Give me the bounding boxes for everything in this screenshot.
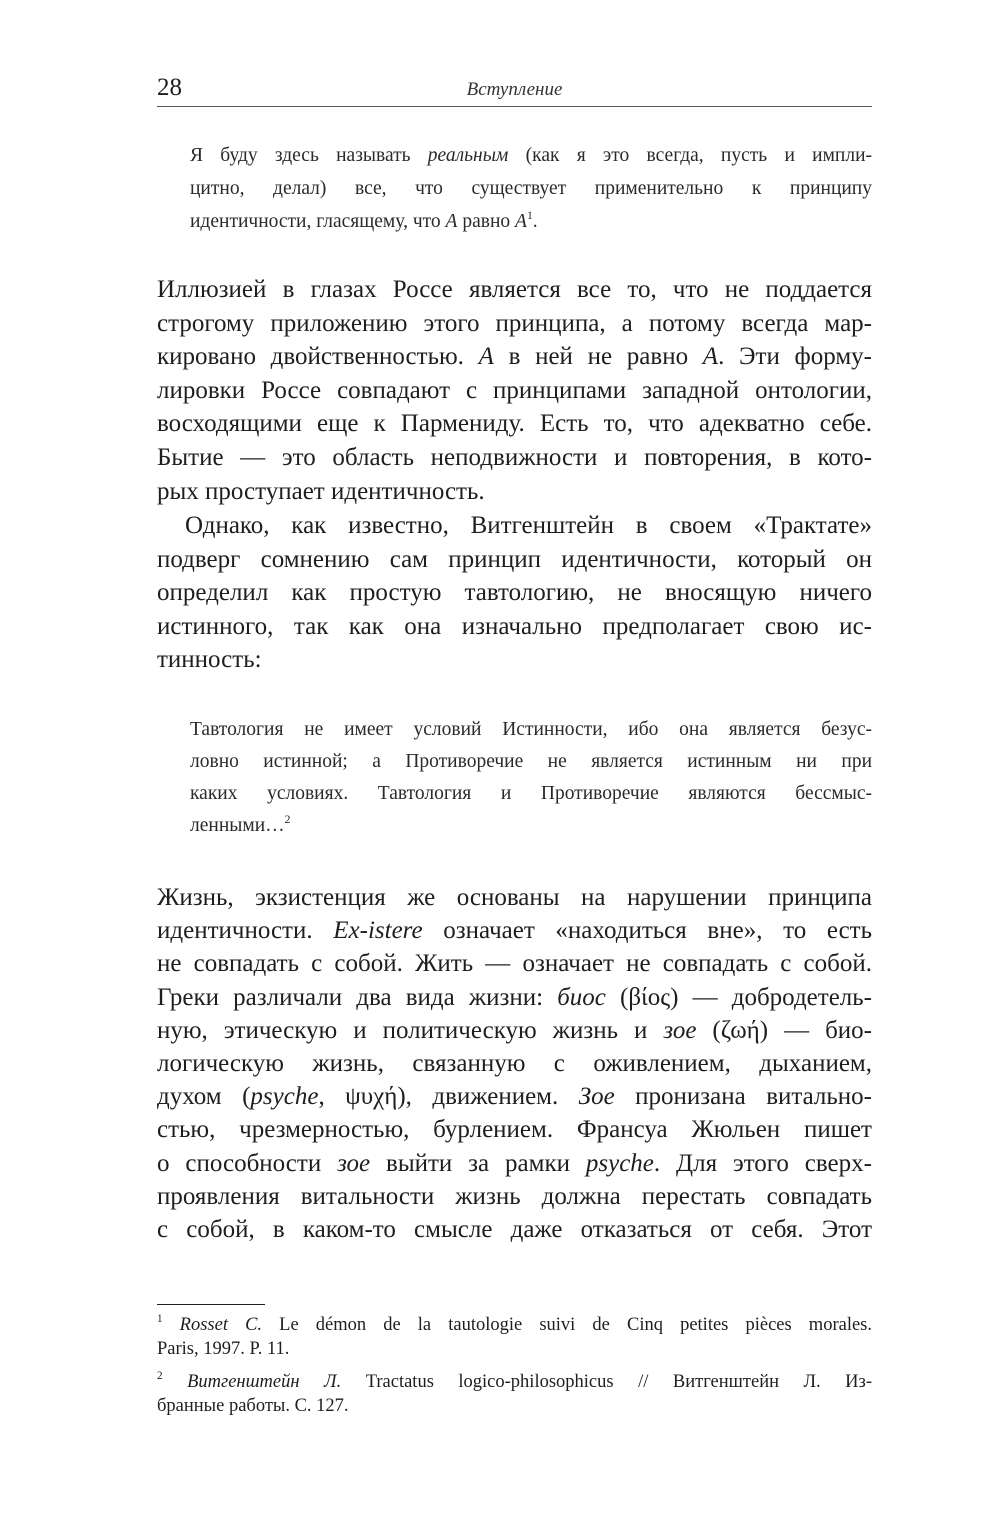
italic-text: Ex-istere [333, 917, 423, 945]
text-line [157, 441, 872, 475]
italic-text: биос [557, 983, 606, 1011]
text-line [157, 1338, 872, 1362]
italic-text: зое [663, 1016, 697, 1044]
text-span: цитно, делал) все, что существует применительно к принципу [190, 178, 872, 199]
text-line [157, 543, 872, 577]
text-span: строгому приложению этого принципа, а потому всегда мар- [157, 309, 872, 337]
text-span: пронизана витально- [614, 1083, 872, 1111]
footnote-spacer [157, 1361, 872, 1371]
text-span: проявления витальности жизнь должна перестать совпадать [157, 1182, 872, 1210]
text-span: Paris, 1997. P. 11. [157, 1338, 290, 1359]
running-title: Вступление [466, 79, 563, 100]
text-line [157, 1395, 872, 1419]
text-line [190, 714, 872, 746]
header-divider [157, 106, 872, 107]
text-line [157, 307, 872, 341]
text-span: истинного, так как она изначально предполагает свою ис- [157, 612, 872, 640]
text-line [157, 947, 872, 980]
text-span: Однако, как известно, Витгенштейн в своем «Трактате» [185, 512, 872, 539]
italic-text: Витгенштейн Л. [187, 1372, 342, 1392]
text-line [157, 1314, 872, 1338]
text-span: с собой, в каком-то смысле даже отказаться от себя. Этот [157, 1215, 872, 1243]
text-span: . [532, 211, 538, 232]
footnote-ref[interactable]: 1 [526, 208, 533, 222]
text-span: лировки Россе совпадают с принципами западной онтологии, [157, 376, 872, 404]
text-line [157, 509, 872, 543]
text-line [157, 1113, 872, 1146]
text-span: в ней не равно [493, 343, 703, 371]
footnotes [157, 1314, 872, 1418]
block-quote-tractatus [190, 714, 872, 842]
text-span: определил как простую тавтологию, не вносящую ничего [157, 579, 872, 607]
text-span: . Эти форму- [718, 343, 872, 371]
text-span: бранные работы. С. 127. [157, 1395, 349, 1416]
text-span: логическую жизнь, связанную с оживлением, дыханием, [157, 1049, 872, 1077]
text-span: не совпадать с собой. Жить — означает не совпадать с собой. [157, 950, 872, 978]
text-line [190, 810, 872, 842]
footnote-divider [157, 1304, 265, 1305]
text-span: идентичности. [157, 917, 334, 945]
text-span: (ζωή) — био- [696, 1016, 872, 1044]
italic-text: A [702, 343, 719, 371]
footnote-ref[interactable]: 2 [157, 1371, 163, 1383]
italic-text: A [445, 211, 458, 232]
text-line [157, 643, 872, 677]
text-span: стью, чрезмерностью, бурлением. Франсуа Жюльен пишет [157, 1116, 872, 1144]
italic-text: psyche [585, 1149, 654, 1177]
text-line [157, 576, 872, 610]
text-line [157, 340, 872, 374]
text-line [157, 1080, 872, 1113]
text-line [157, 273, 872, 307]
text-span: равно [457, 211, 516, 232]
text-span: Греки различали два вида жизни: [157, 983, 558, 1011]
text-span: восходящими еще к Пармениду. Есть то, что адекватно себе. [157, 410, 872, 438]
paragraph-wittgenstein [157, 509, 872, 677]
text-span: Жизнь, экзистенция же основаны на нарушении принципа [157, 884, 872, 911]
paragraph-illusion [157, 273, 872, 508]
text-line [157, 1147, 872, 1180]
italic-text: A [515, 211, 527, 232]
text-span: духом ( [157, 1083, 251, 1111]
text-span: о способности [157, 1149, 338, 1177]
italic-text: psyche [250, 1083, 319, 1111]
italic-text: A [478, 343, 494, 371]
text-line [157, 1371, 872, 1395]
text-span: Иллюзией в глазах Россе является все то, что не поддается [157, 276, 872, 303]
italic-text: Зое [578, 1083, 615, 1111]
italic-text: реальным [427, 145, 509, 166]
text-span: Я буду здесь называть [190, 145, 428, 166]
text-line [157, 610, 872, 644]
footnote-ref[interactable]: 1 [157, 1314, 163, 1326]
text-span: Бытие — это область неподвижности и повторения, в кото- [157, 443, 872, 471]
text-span: Le démon de la tautologie suivi de Cinq petites pièces morales. [262, 1315, 872, 1335]
text-line [157, 475, 872, 509]
text-span: (βίος) — добродетель- [605, 983, 872, 1011]
text-line [157, 914, 872, 947]
text-line [157, 374, 872, 408]
footnote-ref[interactable]: 2 [284, 812, 291, 826]
italic-text: зое [337, 1149, 371, 1177]
page-number: 28 [157, 74, 182, 101]
text-span: . Для этого сверх- [653, 1149, 872, 1177]
text-span: каких условиях. Тавтология и Противоречие являются бессмыс- [190, 783, 872, 804]
text-line [190, 778, 872, 810]
text-span: Тавтология не имеет условий Истинности, ибо она является безус- [190, 719, 872, 740]
text-span: , ψυχή), движением. [318, 1083, 579, 1111]
text-line [190, 172, 872, 205]
text-span: означает «находиться вне», то есть [422, 917, 872, 945]
text-span: подверг сомнению сам принцип идентичности, который он [157, 545, 872, 573]
text-line [190, 205, 872, 238]
text-line [157, 1180, 872, 1213]
text-span: ную, этическую и политическую жизнь и [157, 1016, 664, 1044]
text-span: ленными… [190, 815, 285, 836]
text-line [157, 1213, 872, 1246]
text-span: (как я это всегда, пусть и импли- [508, 145, 872, 166]
text-line [157, 1014, 872, 1047]
text-line [190, 139, 872, 172]
text-line [157, 1047, 872, 1080]
text-span: рых проступает идентичность. [157, 477, 485, 505]
paragraph-life [157, 881, 872, 1246]
text-line [157, 881, 872, 914]
text-span: Tractatus logico-philosophicus // Витгенштейн Л. Из- [341, 1372, 872, 1392]
text-line [157, 407, 872, 441]
block-quote-rosset [190, 139, 872, 238]
text-span: идентичности, гласящему, что [190, 211, 446, 232]
text-span: выйти за рамки [370, 1149, 586, 1177]
text-span [163, 1315, 180, 1335]
text-line [190, 746, 872, 778]
text-line [157, 981, 872, 1014]
text-span [163, 1372, 188, 1392]
italic-text: Rosset C. [179, 1315, 263, 1335]
text-span: тинность: [157, 646, 262, 674]
text-span: кировано двойственностью. [157, 343, 479, 371]
text-span: ловно истинной; а Противоречие не является истинным ни при [190, 751, 872, 772]
